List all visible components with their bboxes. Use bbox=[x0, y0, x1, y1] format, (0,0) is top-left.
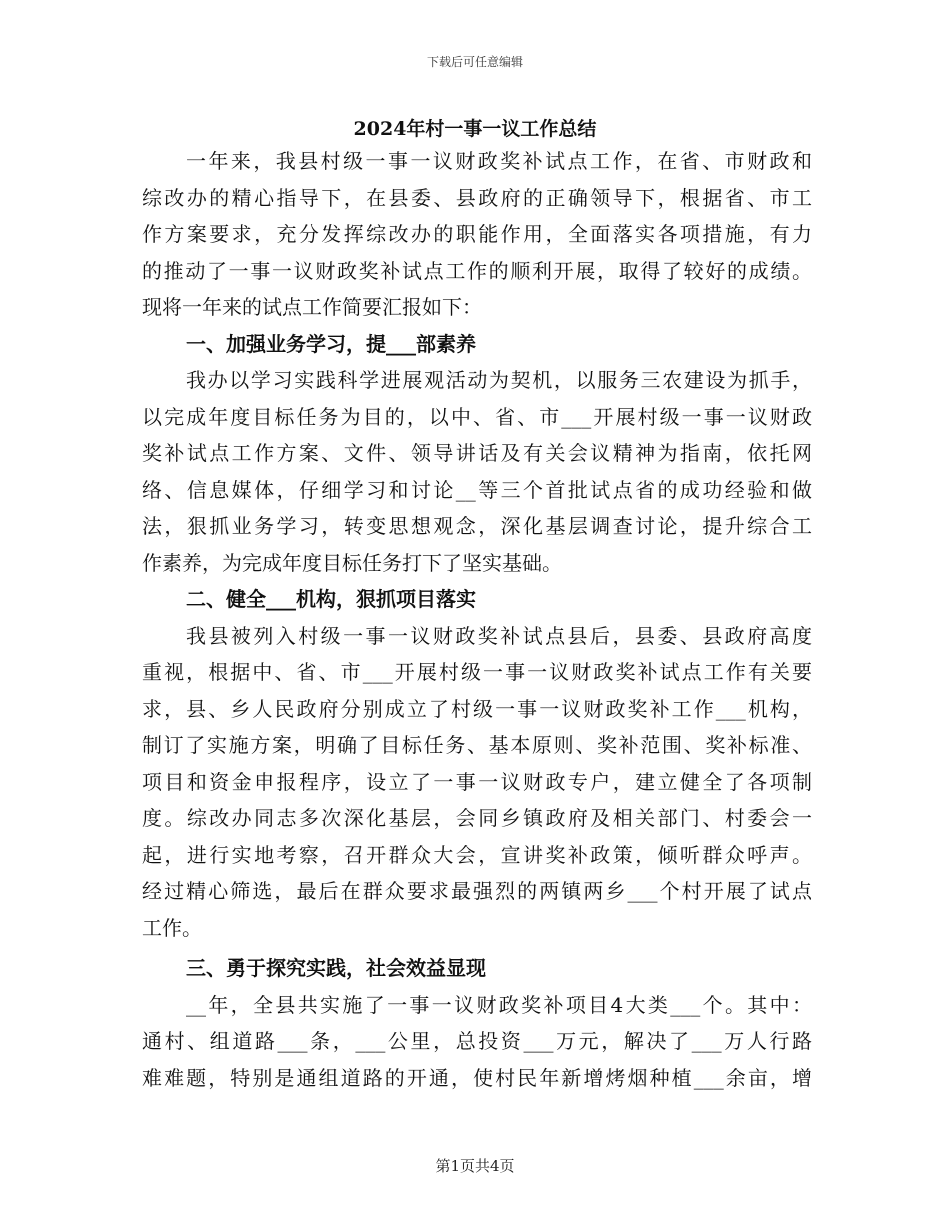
section-heading: 三、勇于探究实践，社会效益显现 bbox=[186, 956, 486, 980]
paragraph-line: 我县被列入村级一事一议财政奖补试点县后，县委、县政府高度 bbox=[186, 623, 812, 648]
paragraph-line: 奖补试点工作方案、文件、领导讲话及有关会议精神为指南，依托网 bbox=[142, 441, 812, 465]
paragraph-line: 以完成年度目标任务为目的，以中、省、市___开展村级一事一议财政 bbox=[142, 404, 812, 429]
paragraph-line: 综改办的精心指导下，在县委、县政府的正确领导下，根据省、市工 bbox=[142, 185, 812, 210]
paragraph-line: 制订了实施方案，明确了目标任务、基本原则、奖补范围、奖补标准、 bbox=[142, 733, 812, 757]
paragraph-line: 现将一年来的试点工作简要汇报如下： bbox=[142, 295, 482, 319]
paragraph-line: 起，进行实地考察，召开群众大会，宣讲奖补政策，倾听群众呼声。 bbox=[142, 842, 812, 867]
paragraph-line: 度。综改办同志多次深化基层，会同乡镇政府及相关部门、村委会一 bbox=[142, 806, 812, 830]
paragraph-line: 一年来，我县村级一事一议财政奖补试点工作，在省、市财政和 bbox=[186, 149, 812, 173]
paragraph-line: 法，狠抓业务学习，转变思想观念，深化基层调查讨论，提升综合工 bbox=[142, 514, 812, 538]
section-heading: 一、加强业务学习，提___部素养 bbox=[186, 331, 476, 356]
paragraph-line: 求，县、乡人民政府分别成立了村级一事一议财政奖补工作___机构， bbox=[142, 696, 812, 721]
paragraph-line: 难难题，特别是通组道路的开通，使村民年新增烤烟种植___余亩，增 bbox=[142, 1065, 812, 1090]
page-footer: 第1页共4页 bbox=[435, 1157, 515, 1175]
paragraph-line: 项目和资金申报程序，设立了一事一议财政专户，建立健全了各项制 bbox=[142, 769, 812, 794]
paragraph-line: 经过精心筛选，最后在群众要求最强烈的两镇两乡___个村开展了试点 bbox=[142, 879, 812, 903]
paragraph-line: 我办以学习实践科学进展观活动为契机，以服务三农建设为抓手， bbox=[186, 368, 812, 392]
paragraph-line: 络、信息媒体，仔细学习和讨论__等三个首批试点省的成功经验和做 bbox=[142, 477, 812, 502]
paragraph-line: 重视，根据中、省、市___开展村级一事一议财政奖补试点工作有关要 bbox=[142, 660, 812, 684]
document-body bbox=[142, 143, 812, 1096]
header-note: 下载后可任意编辑 bbox=[426, 55, 523, 69]
paragraph-line: 作方案要求，充分发挥综改办的职能作用，全面落实各项措施，有力 bbox=[142, 222, 812, 246]
paragraph-line: __年，全县共实施了一事一议财政奖补项目4大类___个。其中： bbox=[186, 992, 812, 1017]
section-heading: 二、健全___机构，狠抓项目落实 bbox=[186, 587, 476, 611]
paragraph-line: 的推动了一事一议财政奖补试点工作的顺利开展，取得了较好的成绩。 bbox=[142, 258, 812, 283]
paragraph-line: 工作。 bbox=[142, 915, 202, 940]
document-title: 2024年村一事一议工作总结 bbox=[353, 118, 597, 140]
paragraph-line: 通村、组道路___条，___公里，总投资___万元，解决了___万人行路 bbox=[142, 1029, 812, 1053]
paragraph-line: 作素养，为完成年度目标任务打下了坚实基础。 bbox=[142, 550, 562, 575]
